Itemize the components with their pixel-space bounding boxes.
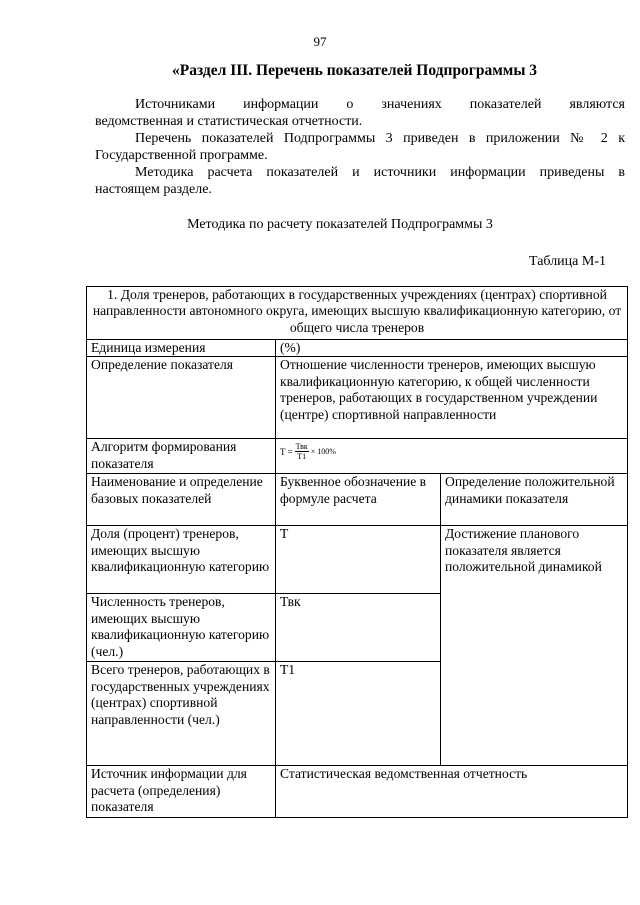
algorithm-label: Алгоритм формирования показателя [87,439,276,474]
column-header-symbol: Буквенное обозначение в формуле расчета [276,474,441,526]
column-header-name: Наименование и определение базовых показателей [87,474,276,526]
paragraph-line: Источниками информации о значениях показателей являются [135,97,625,112]
section-title: «Раздел III. Перечень показателей Подпрограммы 3 [172,62,538,79]
table-row-symbol: Твк [276,594,441,662]
formula-multiplier: × 100% [310,446,336,456]
formula-lhs: T [280,446,286,457]
table-label: Таблица М-1 [529,254,606,269]
source-value: Статистическая ведомственная отчетность [276,766,628,818]
table-row-name: Всего тренеров, работающих в государственных учреждениях (центрах) спортивной направленности (чел.) [87,662,276,766]
paragraph-line: Перечень показателей Подпрограммы 3 приведен в приложении № 2 к [135,131,625,146]
paragraph-line: настоящем разделе. [95,182,212,197]
paragraph-line: ведомственная и статистическая отчетности. [95,114,363,129]
formula-fraction [295,442,309,461]
paragraph-sources [95,96,625,130]
unit-value: (%) [276,340,628,357]
page-number: 97 [313,34,327,49]
table-row-symbol: T1 [276,662,441,766]
formula [280,439,336,461]
table-row-name: Доля (процент) тренеров, имеющих высшую квалификационную категорию [87,526,276,594]
paragraph-list [95,130,625,164]
paragraph-methodology [95,164,625,198]
unit-label: Единица измерения [87,340,276,357]
dynamics-cell: Достижение планового показателя является положительной динамикой [441,526,628,766]
table-header: 1. Доля тренеров, работающих в государственных учреждениях (центрах) спортивной направленности автономного округа, имеющих высшую квалификационную категорию, от общего числа тренеров [87,287,628,340]
paragraph-line: Государственной программе. [95,148,268,163]
metric-table [86,286,628,818]
table-row-symbol: T [276,526,441,594]
definition-label: Определение показателя [87,357,276,439]
paragraph-line: Методика расчета показателей и источники информации приведены в [135,165,625,180]
definition-value: Отношение численности тренеров, имеющих высшую квалификационную категорию, к общей численности тренеров, работающих в государственном учреждении (центре) спортивной направленности [276,357,628,439]
source-label: Источник информации для расчета (определения) показателя [87,766,276,818]
methodology-heading: Методика по расчету показателей Подпрограммы 3 [187,217,493,232]
table-row-name: Численность тренеров, имеющих высшую квалификационную категорию (чел.) [87,594,276,662]
formula-numerator: Твк [295,442,308,452]
formula-cell [276,439,628,474]
formula-denominator: T1 [297,452,307,462]
column-header-dynamics: Определение положительной динамики показателя [441,474,628,526]
formula-eq: = [287,446,293,457]
